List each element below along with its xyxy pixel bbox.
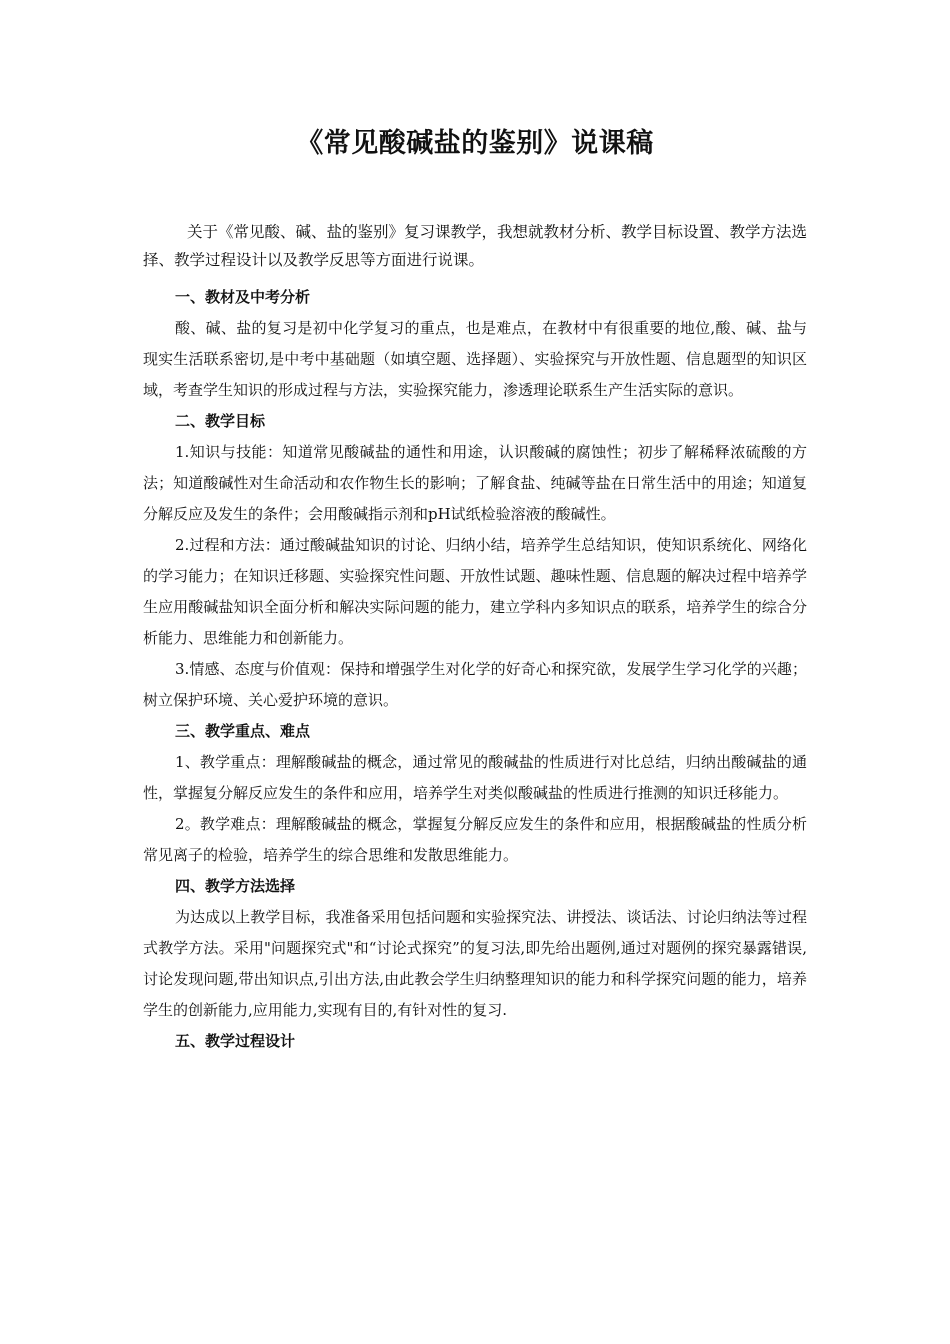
section-teaching-process	[143, 1026, 807, 1057]
section-key-points	[143, 716, 807, 871]
body-paragraph: 3.情感、态度与价值观：保持和增强学生对化学的好奇心和探究欲，发展学生学习化学的兴趣；树立保护环境、关心爱护环境的意识。	[143, 660, 807, 709]
section-teaching-methods	[143, 871, 807, 1026]
section-heading: 二、教学目标	[175, 412, 266, 430]
document-body	[143, 282, 807, 1057]
section-heading: 五、教学过程设计	[175, 1032, 296, 1050]
section-heading: 四、教学方法选择	[175, 877, 296, 895]
section-textbook-analysis	[143, 282, 807, 406]
section-teaching-goals	[143, 406, 807, 716]
body-paragraph: 酸、碱、盐的复习是初中化学复习的重点，也是难点，在教材中有很重要的地位,酸、碱、盐与现实生活联系密切,是中考中基础题（如填空题、选择题）、实验探究与开放性题、信息题型的知识区域，考查学生知识的形成过程与方法，实验探究能力，渗透理论联系生产生活实际的意识。	[143, 319, 807, 399]
body-paragraph: 2。教学难点：理解酸碱盐的概念，掌握复分解反应发生的条件和应用，根据酸碱盐的性质分析常见离子的检验，培养学生的综合思维和发散思维能力。	[143, 815, 807, 864]
intro-paragraph: 关于《常见酸、碱、盐的鉴别》复习课教学，我想就教材分析、教学目标设置、教学方法选择、教学过程设计以及教学反思等方面进行说课。	[143, 223, 808, 269]
page-title: 《常见酸碱盐的鉴别》说课稿	[296, 128, 654, 159]
body-paragraph: 2.过程和方法：通过酸碱盐知识的讨论、归纳小结，培养学生总结知识，使知识系统化、网络化的学习能力；在知识迁移题、实验探究性问题、开放性试题、趣味性题、信息题的解决过程中培养学生应用酸碱盐知识全面分析和解决实际问题的能力，建立学科内多知识点的联系，培养学生的综合分析能力、思维能力和创新能力。	[143, 536, 807, 647]
body-paragraph: 1、教学重点：理解酸碱盐的概念，通过常见的酸碱盐的性质进行对比总结，归纳出酸碱盐的通性，掌握复分解反应发生的条件和应用，培养学生对类似酸碱盐的性质进行推测的知识迁移能力。	[143, 753, 807, 802]
section-heading: 一、教材及中考分析	[175, 288, 311, 306]
section-heading: 三、教学重点、难点	[175, 722, 311, 740]
body-paragraph: 1.知识与技能：知道常见酸碱盐的通性和用途，认识酸碱的腐蚀性；初步了解稀释浓硫酸的方法；知道酸碱性对生命活动和农作物生长的影响；了解食盐、纯碱等盐在日常生活中的用途；知道复分解反应及发生的条件；会用酸碱指示剂和pH试纸检验溶液的酸碱性。	[143, 443, 807, 523]
body-paragraph: 为达成以上教学目标，我准备采用包括问题和实验探究法、讲授法、谈话法、讨论归纳法等过程式教学方法。采用"问题探究式"和“讨论式探究”的复习法,即先给出题例,通过对题例的探究暴露错误,讨论发现问题,带出知识点,引出方法,由此教会学生归纳整理知识的能力和科学探究问题的能力，培养学生的创新能力,应用能力,实现有目的,有针对性的复习.	[143, 908, 807, 1019]
